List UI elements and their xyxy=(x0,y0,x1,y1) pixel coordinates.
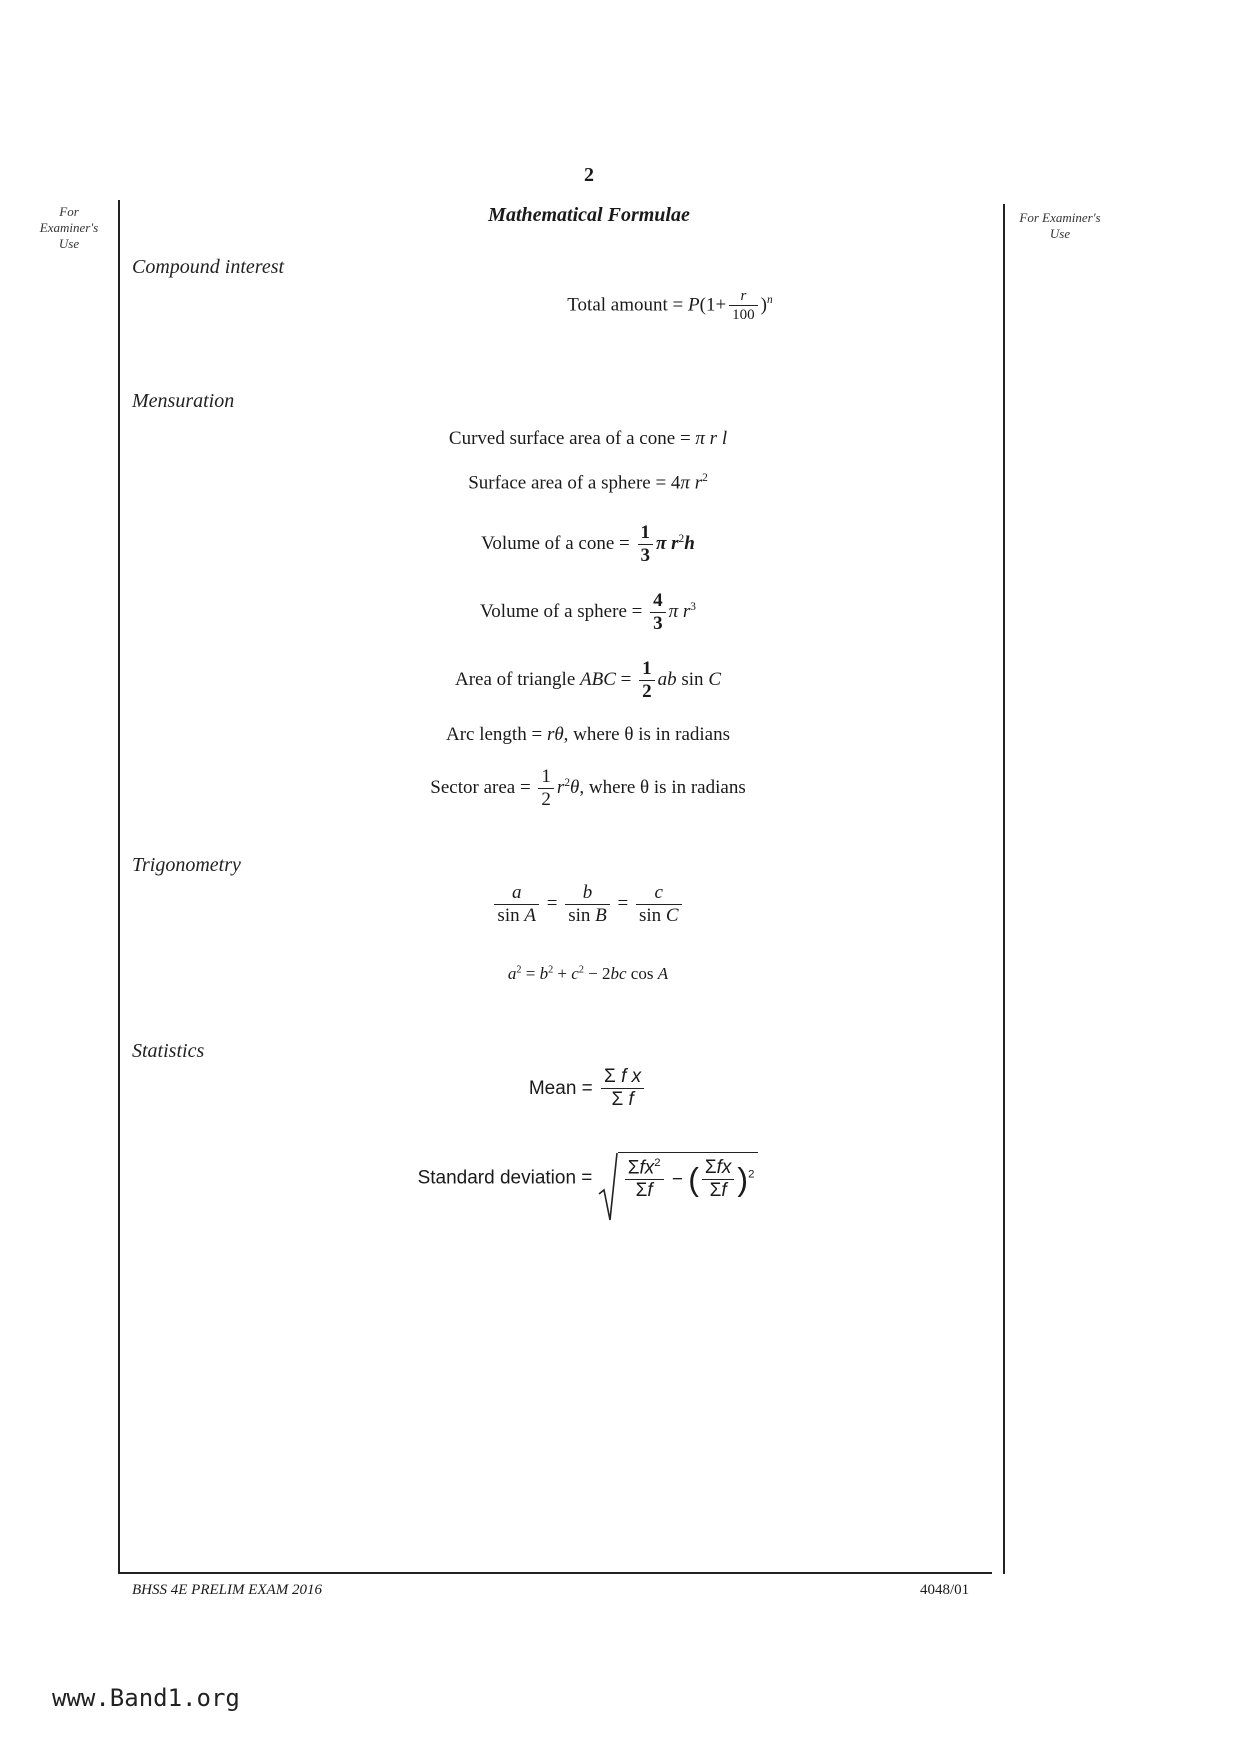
formula-sine-rule: $\frac{a}{\text{sin A}}$ = $\frac{b}{\text{sin B}}$ = $\frac{c}{\text{sin C}}$ xyxy=(118,882,1058,928)
examiner-use-left: For Examiner's Use xyxy=(39,204,99,251)
footer-exam-name: BHSS 4E PRELIM EXAM 2016 xyxy=(132,1582,322,1598)
volume-cone-label: Volume of a cone xyxy=(481,533,615,555)
surface-sphere-label: Surface area of a sphere xyxy=(468,472,651,494)
sector-area-note: , where θ is in radians xyxy=(579,777,746,799)
radical-sign xyxy=(598,1152,618,1222)
formula-surface-sphere: Surface area of a sphere = 4π $r^2$ xyxy=(468,472,708,494)
total-amount-label: Total amount xyxy=(567,294,668,316)
sd-label: Standard deviation xyxy=(417,1167,577,1189)
section-compound-interest: Compound interest xyxy=(132,256,285,278)
section-statistics: Statistics xyxy=(132,1040,205,1062)
formula-volume-sphere: Volume of a sphere = $\frac{4}{3}$ π $r^3$ xyxy=(480,590,696,634)
formula-standard-deviation: Standard deviation = $\frac{\Sigma fx^2}{\Sigma f}$ − ( $\frac{\text{Σfx}}{\Sigma f}$ )$^2$ xyxy=(118,1152,1058,1205)
formula-arc-length: Arc length = rθ, where θ is in radians xyxy=(445,724,731,745)
formula-compound-interest: Total amount = P(1+ $\frac{r}{100}$ )$^n$ xyxy=(567,288,773,324)
curved-surface-label: Curved surface area of a cone xyxy=(448,428,676,449)
formula-area-triangle: Area of triangle ABC = $\frac{1}{2}$ ab sin C xyxy=(454,658,721,702)
watermark-url: www.Band1.org xyxy=(52,1684,240,1712)
formula-curved-surface-cone: Curved surface area of a cone = π r l xyxy=(448,428,728,449)
sector-area-label: Sector area xyxy=(430,777,516,799)
square-root: $\frac{\Sigma fx^2}{\Sigma f}$ − ( $\frac{\text{Σfx}}{\Sigma f}$ )$^2$ xyxy=(598,1152,759,1205)
bottom-rule xyxy=(118,1572,992,1574)
area-triangle-label: Area of triangle xyxy=(454,669,576,691)
arc-length-note: , where θ is in radians xyxy=(563,724,731,745)
page-title: Mathematical Formulae xyxy=(488,204,690,226)
footer-paper-code: 4048/01 xyxy=(920,1582,970,1598)
formula-mean: Mean = $\frac{\text{Σ f x}}{\text{Σ f}}$ xyxy=(118,1066,1058,1112)
mean-label: Mean xyxy=(528,1077,577,1099)
formula-sector-area: Sector area = $\frac{1}{2}$ $r^2\theta$, where θ is in radians xyxy=(430,766,746,810)
examiner-use-right: For Examiner's Use xyxy=(1019,210,1101,241)
formula-cosine-rule: $a^2 = b^2 + c^2 - 2bc$ cos A xyxy=(507,964,669,983)
arc-length-label: Arc length xyxy=(445,724,527,745)
page-number: 2 xyxy=(584,164,594,186)
section-mensuration: Mensuration xyxy=(132,390,235,412)
formula-volume-cone: Volume of a cone = $\frac{1}{3}$ π $r^2h$ xyxy=(481,522,695,566)
section-trigonometry: Trigonometry xyxy=(132,854,241,876)
volume-sphere-label: Volume of a sphere xyxy=(480,601,627,623)
